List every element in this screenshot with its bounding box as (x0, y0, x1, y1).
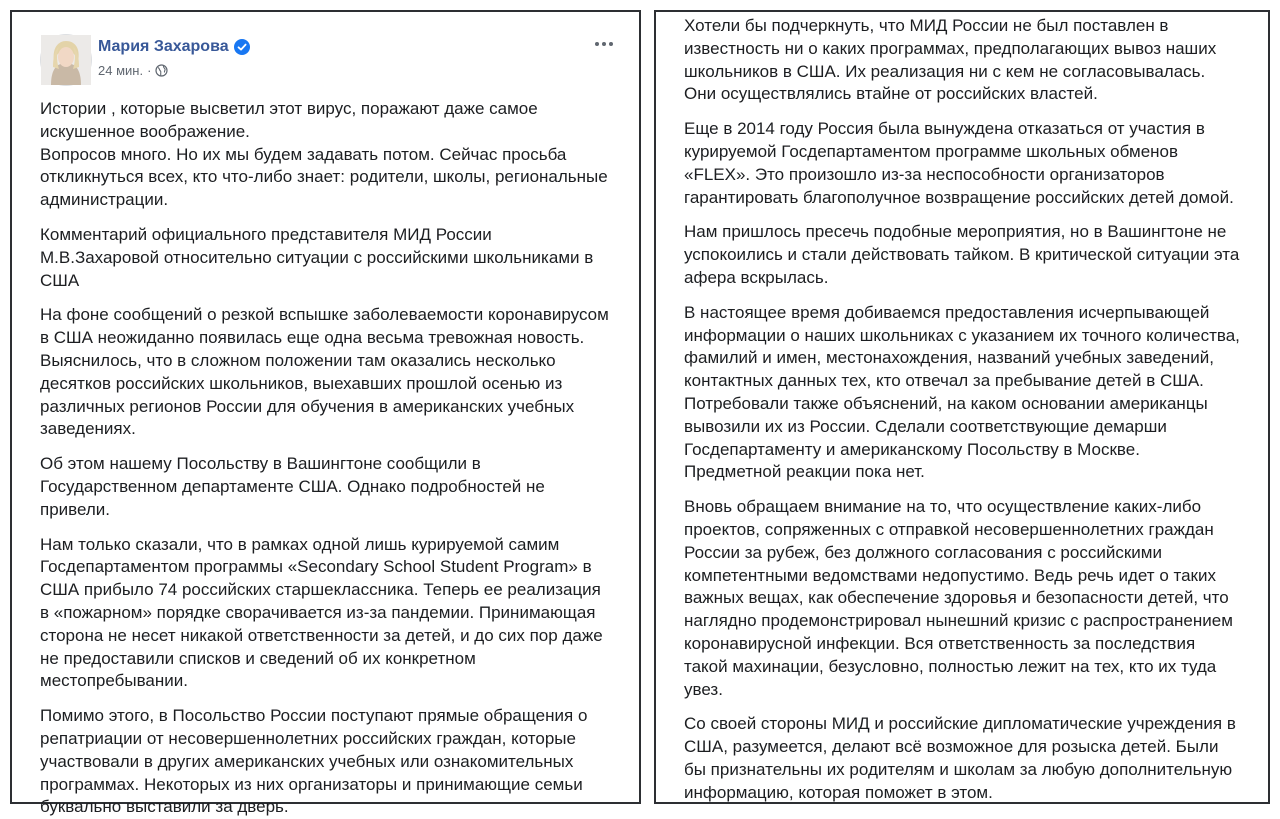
meta-separator: · (147, 63, 152, 78)
post-paragraph: Помимо этого, в Посольство России поступают прямые обращения о репатриации от несовершеннолетних российских граждан, которые участвовали в других американских учебных или ознакомительных программах. Некоторых из них организаторы и принимающие семьи буквально выставили за дверь. (40, 706, 588, 817)
post-paragraph: В настоящее время добиваемся предоставления исчерпывающей информации о наших школьниках с указанием их точного количества, фамилий и имен, местонахождения, названий учебных заведений, контактных данных тех, кто отвечал за пребывание детей в США. Потребовали также объяснений, на каком основании американцы вывозили их из России. Сделали соответствующие демарши Госдепартаменту и американскому Посольству в Москве. Предметной реакции пока нет. (684, 302, 1240, 482)
post-paragraph: Еще в 2014 году Россия была вынуждена отказаться от участия в курируемой Госдепартаментом программе школьных обменов «FLEX». Это произошло из-за неспособности организаторов гарантировать благополучное возвращение российских детей домой. (684, 119, 1234, 207)
more-options-dot (609, 42, 613, 46)
globe-icon[interactable] (155, 64, 168, 77)
post-paragraph: Нам только сказали, что в рамках одной лишь курируемой самим Госдепартаментом программы «Secondary School Student Program» в США прибыло 74 российских старшеклассника. Теперь ее реализация в «пожарном» порядке сворачивается из-за пандемии. Принимающая сторона не несет никакой ответственности за детей, и до сих пор даже не предоставили списков и сведений об их конкретном местопребывании. (40, 534, 603, 691)
post-card-left (10, 10, 641, 817)
post-card-right (654, 10, 1270, 804)
more-options-icon (595, 42, 599, 46)
post-paragraph: Хотели бы подчеркнуть, что МИД России не был поставлен в известность ни о каких программах, предполагающих вывоз наших школьников в США. Их реализация ни с кем не согласовывалась. Они осуществлялись втайне от российских властей. (684, 16, 1217, 104)
post-header (12, 12, 639, 84)
more-options-dot (602, 42, 606, 46)
more-options-button[interactable] (591, 38, 617, 50)
post-meta (98, 63, 168, 78)
post-paragraph: На фоне сообщений о резкой вспышке заболеваемости коронавирусом в США неожиданно появилась еще одна весьма тревожная новость. Выяснилось, что в сложном положении там оказались несколько десятков российских школьников, выехавших прошлой осенью из различных регионов России для обучения в американских учебных заведениях. (40, 305, 609, 439)
author-name-link[interactable] (98, 38, 250, 56)
avatar-portrait-icon (41, 35, 91, 85)
post-paragraph: Комментарий официального представителя МИД России М.В.Захаровой относительно ситуации с российскими школьниками в США (40, 224, 594, 290)
post-timestamp[interactable]: 24 мин. (98, 63, 144, 78)
post-paragraph: Об этом нашему Посольству в Вашингтоне сообщили в Государственном департаменте США. Однако подробностей не привели. (40, 454, 545, 519)
post-paragraph: Со своей стороны МИД и российские дипломатические учреждения в США, разумеется, делают всё возможное для розыска детей. Были бы признательны их родителям и школам за любую дополнительную информацию, которая поможет в этом. (684, 714, 1236, 802)
post-paragraph: Истории , которые высветил этот вирус, поражают даже самое искушенное воображение. Вопросов много. Но их мы будем задавать потом. Сейчас просьба откликнуться всех, кто что-либо знает: родители, школы, региональные администрации. (40, 99, 608, 210)
post-body-left (12, 84, 639, 819)
verified-badge-icon (234, 39, 250, 55)
post-paragraph: Вновь обращаем внимание на то, что осуществление каких-либо проектов, сопряженных с отправкой несовершеннолетних граждан России за рубеж, без должного согласования с российскими компетентными ведомствами недопустимо. Ведь речь идет о таких важных вещах, как обеспечение здоровья и безопасности детей, что наглядно продемонстрировал нынешний кризис с распространением коронавирусной инфекции. Вся ответственность за последствия такой махинации, безусловно, полностью лежит на тех, кто их туда увез. (684, 497, 1233, 699)
avatar[interactable] (40, 34, 92, 86)
post-body-right (656, 12, 1268, 805)
author-name[interactable]: Мария Захарова (98, 38, 229, 55)
post-paragraph: Нам пришлось пресечь подобные мероприятия, но в Вашингтоне не успокоились и стали действовать тайком. В критической ситуации эта афера вскрылась. (684, 222, 1240, 287)
